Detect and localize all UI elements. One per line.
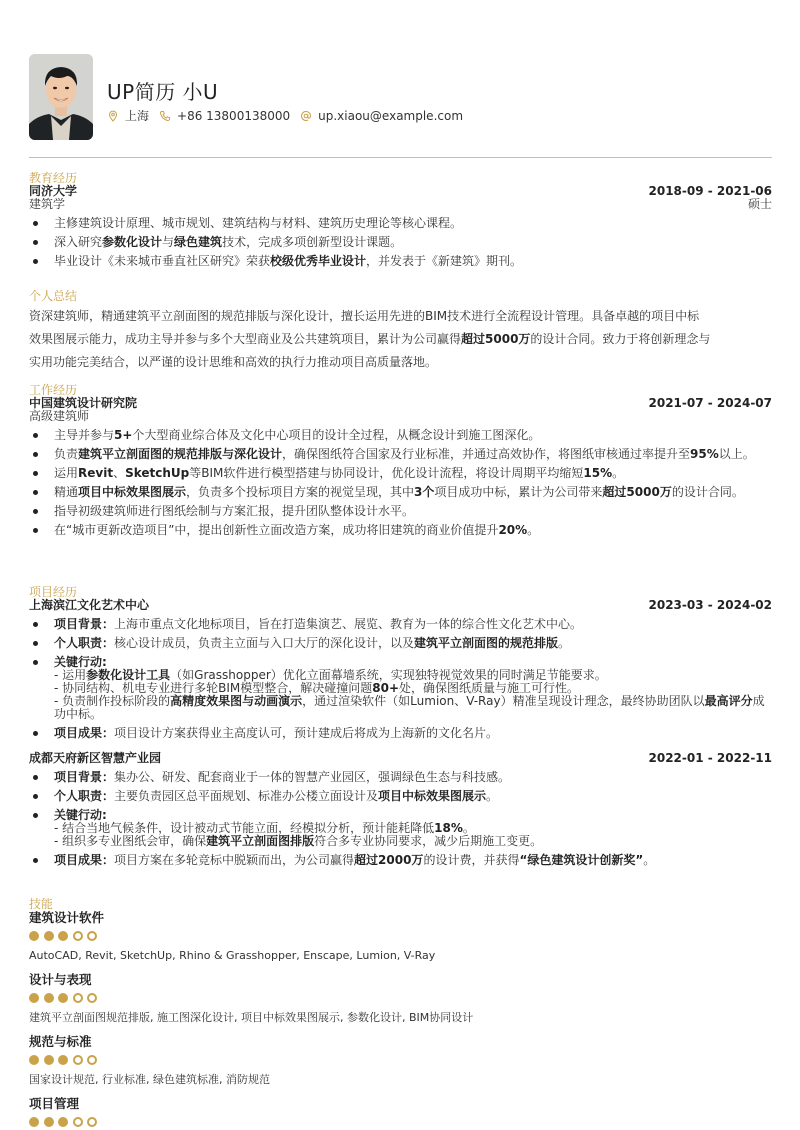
- highlight-text: 高精度效果图与动画演示: [170, 694, 303, 708]
- empty-dot-icon: [87, 1055, 97, 1065]
- resume-header: [29, 54, 772, 140]
- phone-text[interactable]: +86 13800138000: [177, 108, 291, 123]
- highlight-text: 超过5000万: [461, 332, 531, 346]
- bullet-item: 在“城市更新改造项目”中，提出创新性立面改造方案，成功将旧建筑的商业价值提升20%。: [29, 524, 772, 537]
- profile-photo: [29, 54, 93, 140]
- project-role: 个人职责：主要负责园区总平面规划、标准办公楼立面设计及项目中标效果图展示。: [29, 790, 772, 803]
- action-line: - 负责制作投标阶段的高精度效果图与动画演示，通过渲染软件（如Lumion、V-Ray）精准呈现设计理念，最终协助团队以最高评分成功中标。: [54, 694, 765, 721]
- section-title: 工作经历: [29, 383, 78, 397]
- highlight-text: 95%: [690, 447, 719, 461]
- highlight-text: 项目中标效果图展示: [78, 485, 187, 499]
- email-text[interactable]: up.xiaou@example.com: [318, 108, 464, 123]
- bullet-item: 负责建筑平立剖面图的规范排版与深化设计，确保图纸符合国家及行业标准，并通过高效协作，将图纸审核通过率提升至95%以上。: [29, 448, 772, 461]
- project-date: 2023-03 - 2024-02: [648, 598, 772, 612]
- projects-section: [29, 586, 772, 873]
- highlight-text: 20%: [498, 523, 528, 537]
- project-bullets: [29, 618, 772, 740]
- highlight-text: “绿色建筑设计创新奖”: [519, 853, 644, 867]
- filled-dot-icon: [29, 1117, 39, 1127]
- skill-level-rating: [29, 993, 772, 1003]
- skills-section: [29, 898, 772, 1130]
- action-line: - 结合当地气候条件，设计被动式节能立面，经模拟分析，预计能耗降低18%。: [54, 821, 475, 835]
- company-name: 中国建筑设计研究院: [29, 396, 138, 410]
- action-line: - 协同结构、机电专业进行多轮BIM模型整合，解决碰撞问题80+处，确保图纸质量与施工可行性。: [54, 681, 580, 695]
- highlight-text: 建筑平立剖面图的规范排版: [414, 636, 559, 650]
- contact-phone: [159, 109, 290, 123]
- highlight-text: 项目中标效果图展示: [378, 789, 487, 803]
- highlight-text: 15%: [583, 466, 613, 480]
- section-title: 技能: [29, 897, 54, 911]
- project-entry: [29, 752, 772, 867]
- project-name: 上海滨江文化艺术中心: [29, 598, 150, 612]
- education-sub: [29, 198, 772, 211]
- skill-name: 建筑设计软件: [29, 910, 105, 925]
- filled-dot-icon: [58, 931, 68, 941]
- candidate-name: UP简历 小U: [107, 80, 219, 104]
- skill-description: AutoCAD, Revit, SketchUp, Rhino & Grasshopper, Enscape, Lumion, V-Ray: [29, 949, 436, 962]
- skill-name: 规范与标准: [29, 1034, 92, 1049]
- degree: 硕士: [747, 197, 772, 211]
- highlight-text: Revit: [78, 466, 114, 480]
- section-title: 项目经历: [29, 585, 78, 599]
- summary-line: 效果图展示能力，成功主导并参与多个大型商业及公共建筑项目，累计为公司赢得超过5000万的设计合同。致力于将创新理念与: [29, 332, 711, 346]
- highlight-text: 绿色建筑: [174, 235, 223, 249]
- skill-description: 国家设计规范, 行业标准, 绿色建筑标准, 消防规范: [29, 1073, 270, 1086]
- school-name: 同济大学: [29, 184, 78, 198]
- project-bullets: [29, 771, 772, 867]
- bullet-item: 精通项目中标效果图展示，负责多个投标项目方案的视觉呈现，其中3个项目成功中标，累计为公司带来超过5000万的设计合同。: [29, 486, 772, 499]
- location-text: 上海: [125, 109, 150, 123]
- projects-list: [29, 599, 772, 867]
- project-background: 项目背景：上海市重点文化地标项目，旨在打造集演艺、展览、教育为一体的综合性文化艺术中心。: [29, 618, 772, 631]
- empty-dot-icon: [73, 931, 83, 941]
- highlight-text: 参数化设计工具: [86, 668, 171, 682]
- education-section: [29, 172, 772, 274]
- empty-dot-icon: [73, 1117, 83, 1127]
- project-result: 项目成果：项目设计方案获得业主高度认可，预计建成后将成为上海新的文化名片。: [29, 727, 772, 740]
- work-section: [29, 384, 772, 543]
- project-actions: [29, 809, 772, 848]
- label: 个人职责：: [54, 789, 115, 803]
- filled-dot-icon: [44, 1055, 54, 1065]
- filled-dot-icon: [58, 1055, 68, 1065]
- empty-dot-icon: [87, 931, 97, 941]
- header-divider: [29, 157, 772, 158]
- skill-name: 设计与表现: [29, 972, 92, 987]
- work-date: 2021-07 - 2024-07: [648, 396, 772, 410]
- label: 项目成果：: [54, 726, 115, 740]
- highlight-text: 超过5000万: [602, 485, 672, 499]
- highlight-text: 参数化设计: [102, 235, 163, 249]
- highlight-text: 最高评分: [704, 694, 753, 708]
- skill-level-rating: [29, 931, 772, 941]
- bullet-item: 主导并参与5+个大型商业综合体及文化中心项目的设计全过程，从概念设计到施工图深化。: [29, 429, 772, 442]
- filled-dot-icon: [58, 1117, 68, 1127]
- project-result: 项目成果：项目方案在多轮竞标中脱颖而出，为公司赢得超过2000万的设计费，并获得“绿色建筑设计创新奖”。: [29, 854, 772, 867]
- empty-dot-icon: [73, 993, 83, 1003]
- filled-dot-icon: [29, 931, 39, 941]
- filled-dot-icon: [44, 993, 54, 1003]
- empty-dot-icon: [87, 993, 97, 1003]
- skill-level-rating: [29, 1117, 772, 1127]
- summary-section: [29, 290, 772, 374]
- work-entry-head: [29, 397, 772, 410]
- bullet-item: 毕业设计《未来城市垂直社区研究》荣获校级优秀毕业设计，并发表于《新建筑》期刊。: [29, 255, 772, 268]
- label: 项目成果：: [54, 853, 115, 867]
- summary-line: 资深建筑师，精通建筑平立剖面图的规范排版与深化设计，擅长运用先进的BIM技术进行全流程设计管理。具备卓越的项目中标: [29, 309, 700, 323]
- project-head: [29, 599, 772, 612]
- project-background: 项目背景：集办公、研发、配套商业于一体的智慧产业园区，强调绿色生态与科技感。: [29, 771, 772, 784]
- filled-dot-icon: [29, 993, 39, 1003]
- major: 建筑学: [29, 197, 66, 211]
- position: 高级建筑师: [29, 409, 90, 423]
- bullet-item: 主修建筑设计原理、城市规划、建筑结构与材料、建筑历史理论等核心课程。: [29, 217, 772, 230]
- empty-dot-icon: [87, 1117, 97, 1127]
- summary-line: 实用功能完美结合，以严谨的设计思维和高效的执行力推动项目高质量落地。: [29, 355, 438, 369]
- action-line: - 组织多专业图纸会审，确保建筑平立剖面图排版符合多专业协同要求，减少后期施工变更。: [54, 834, 543, 848]
- skill-level-rating: [29, 1055, 772, 1065]
- label: 项目背景：: [54, 617, 115, 631]
- project-actions: [29, 656, 772, 721]
- label: 关键行动:: [54, 655, 107, 669]
- contact-info: [107, 107, 473, 124]
- location-icon: [107, 110, 119, 122]
- work-bullets: [29, 429, 772, 537]
- filled-dot-icon: [44, 931, 54, 941]
- summary-text: [29, 305, 772, 374]
- highlight-text: 3个: [414, 485, 435, 499]
- bullet-item: 指导初级建筑师进行图纸绘制与方案汇报，提升团队整体设计水平。: [29, 505, 772, 518]
- action-line: - 运用参数化设计工具（如Grasshopper）优化立面幕墙系统，实现独特视觉效果的同时满足节能要求。: [54, 668, 607, 682]
- highlight-text: 80+: [372, 681, 400, 695]
- project-date: 2022-01 - 2022-11: [648, 751, 772, 765]
- skills-list: [29, 911, 772, 1127]
- project-name: 成都天府新区智慧产业园: [29, 751, 162, 765]
- filled-dot-icon: [29, 1055, 39, 1065]
- label: 关键行动:: [54, 808, 107, 822]
- avatar-image: [29, 54, 93, 140]
- highlight-text: 18%: [434, 821, 463, 835]
- email-icon: [300, 110, 312, 122]
- section-title: 个人总结: [29, 289, 78, 303]
- label: 个人职责：: [54, 636, 115, 650]
- filled-dot-icon: [44, 1117, 54, 1127]
- highlight-text: 建筑平立剖面图的规范排版与深化设计: [78, 447, 283, 461]
- contact-location: [107, 107, 149, 124]
- education-date: 2018-09 - 2021-06: [648, 184, 772, 198]
- education-bullets: [29, 217, 772, 268]
- filled-dot-icon: [58, 993, 68, 1003]
- bullet-item: 深入研究参数化设计与绿色建筑技术，完成多项创新型设计课题。: [29, 236, 772, 249]
- contact-email: [300, 109, 463, 123]
- highlight-text: 5+: [114, 428, 133, 442]
- highlight-text: 超过2000万: [354, 853, 424, 867]
- education-entry-head: [29, 185, 772, 198]
- skill-name: 项目管理: [29, 1096, 80, 1111]
- section-title: 教育经历: [29, 171, 78, 185]
- highlight-text: 校级优秀毕业设计: [270, 254, 367, 268]
- label: 项目背景：: [54, 770, 115, 784]
- phone-icon: [159, 110, 171, 122]
- project-head: [29, 752, 772, 765]
- project-role: 个人职责：核心设计成员，负责主立面与入口大厅的深化设计，以及建筑平立剖面图的规范排版。: [29, 637, 772, 650]
- highlight-text: 建筑平立剖面图排版: [206, 834, 315, 848]
- empty-dot-icon: [73, 1055, 83, 1065]
- project-entry: [29, 599, 772, 740]
- skill-description: 建筑平立剖面图规范排版, 施工图深化设计, 项目中标效果图展示, 参数化设计, BIM协同设计: [29, 1011, 474, 1024]
- bullet-item: 运用Revit、SketchUp等BIM软件进行模型搭建与协同设计，优化设计流程，将设计周期平均缩短15%。: [29, 467, 772, 480]
- highlight-text: SketchUp: [125, 466, 190, 480]
